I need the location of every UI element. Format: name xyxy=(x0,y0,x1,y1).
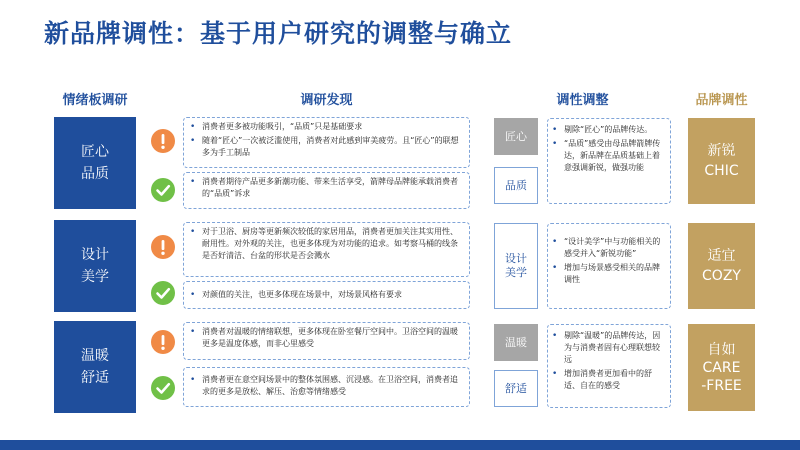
list-item: • 增加与场景感受相关的品牌调性 xyxy=(552,263,660,284)
tag-comfort: 舒适 xyxy=(494,370,538,407)
warning-icon xyxy=(151,235,175,259)
list-item: • 随着“匠心”一次被泛滥使用，消费者对此感到审美疲劳。且“匠心”的联想多为手工制品 xyxy=(190,136,459,158)
brand-tone-chic: 新锐 CHIC xyxy=(688,118,755,204)
category-design-aesthetics xyxy=(54,220,136,312)
list-item: • 增加消费者更加看中的舒适、自在的感受 xyxy=(552,369,652,390)
warning-icon xyxy=(151,330,175,354)
list-item: • “品质”感受由母品牌箭牌传达，新品牌在品质基础上着意强调新锐，做强功能 xyxy=(552,139,661,172)
header-brand-tone: 品牌调性 xyxy=(695,93,748,108)
checkmark-icon xyxy=(151,281,175,305)
warning-icon xyxy=(151,129,175,153)
header-mood-board: 情绪板调研 xyxy=(62,93,128,108)
list-item: • 消费者更多被功能吸引，“品质”只是基础要求 xyxy=(190,122,363,132)
checkmark-icon xyxy=(151,178,175,202)
finding-box-warn xyxy=(183,222,470,277)
adjustment-box xyxy=(547,324,671,408)
category-warm-comfort xyxy=(54,321,136,413)
bottom-accent-bar xyxy=(0,440,800,450)
page-title: 新品牌调性：基于用户研究的调整与确立 xyxy=(44,19,513,48)
brand-tone-carefree: 自如 CARE -FREE xyxy=(688,324,755,411)
list-item: • 消费者对温暖的情绪联想，更多体现在卧室餐厅空间中。卫浴空间的温暖更多是温度体感，而非心里感受 xyxy=(190,327,458,349)
category-label: 设计 美学 xyxy=(81,247,109,285)
brand-tone-cozy: 适宜 COZY xyxy=(688,223,755,309)
finding-box-ok xyxy=(183,281,470,309)
tag-design-aesthetics: 设计 美学 xyxy=(494,223,538,309)
list-item: • 对于卫浴、厨房等更新频次较低的家居用品，消费者更加关注其实用性、耐用性。对外观的关注，也更多体现为对功能的追求。如考察马桶的线条是否好清洁、台盆的形状是否会溅水 xyxy=(190,227,458,261)
header-adjustment: 调性调整 xyxy=(556,93,609,108)
finding-box-warn xyxy=(183,117,470,168)
category-label: 温暖 舒适 xyxy=(81,348,109,386)
list-item: • 对颜值的关注，也更多体现在场景中，对场景风格有要求 xyxy=(190,290,402,300)
list-item: • 消费者更在意空间场景中的整体氛围感、沉浸感。在卫浴空间，消费者追求的更多是放松、解压、治愈等情绪感受 xyxy=(190,375,458,397)
finding-box-ok xyxy=(183,172,470,209)
header-findings: 调研发现 xyxy=(300,93,353,108)
list-item: • 剔除“温暖”的品牌传达，因为与消费者固有心理联想较远 xyxy=(552,331,661,364)
list-item: • 消费者期待产品更多新潮功能、带来生活享受，箭牌母品牌能承载消费者的“品质”诉求 xyxy=(190,177,458,199)
category-craftsmanship-quality xyxy=(54,117,136,209)
list-item: • 剔除“匠心”的品牌传达。 xyxy=(552,125,653,135)
list-item: • “设计美学”中与功能相关的感受并入“新锐功能” xyxy=(552,237,661,258)
category-label: 匠心 品质 xyxy=(81,144,109,182)
adjustment-box xyxy=(547,223,671,309)
tag-removed-warmth: 温暖 xyxy=(494,324,538,361)
finding-box-ok xyxy=(183,367,470,407)
tag-removed-craftsmanship: 匠心 xyxy=(494,118,538,155)
checkmark-icon xyxy=(151,376,175,400)
adjustment-box xyxy=(547,118,671,204)
tag-kept-quality: 品质 xyxy=(494,167,538,204)
finding-box-warn xyxy=(183,322,470,360)
